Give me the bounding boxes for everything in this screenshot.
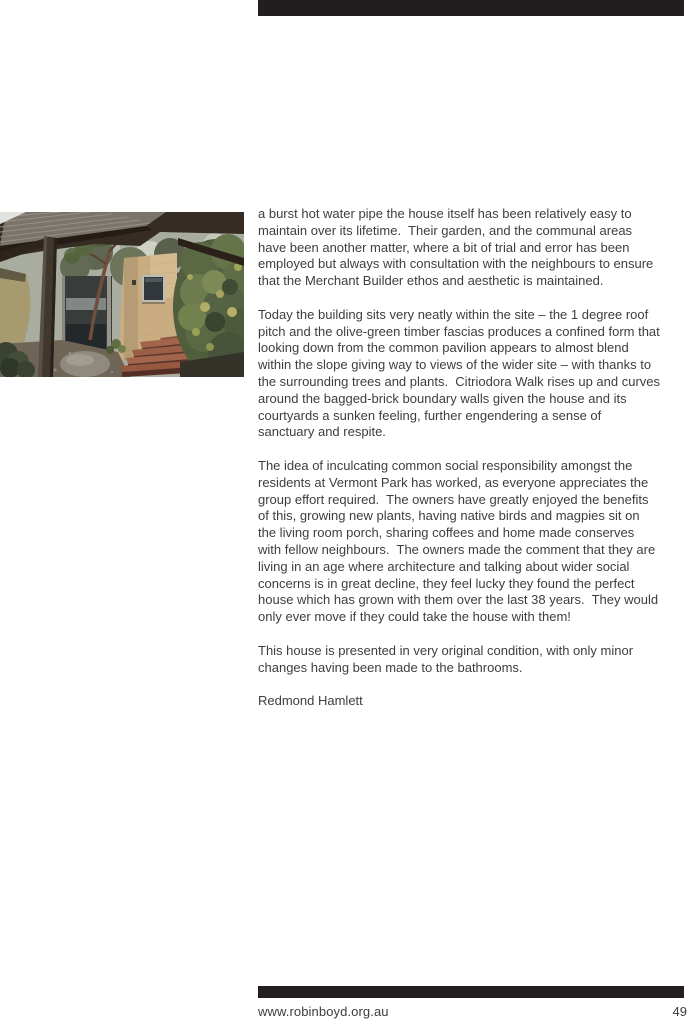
paragraph-3: The idea of inculcating common social responsibility amongst the residents at Vermont Park has worked, as everyone appreciates the group effort required. The owners have greatly enjoyed the benefits of this, growing new plants, having native birds and magpies sit on the living room porch, sharing coffees and home made conserves with fellow neighbours. The owners made the comment that they are living in an age where architecture and talking about wider social concerns is in great decline, they feel lucky they found the perfect house which has grown with them over the last 38 years. They would only ever move if they could take the house with them!	[258, 457, 662, 625]
paragraph-4: This house is presented in very original condition, with only minor changes having been made to the bathrooms.	[258, 642, 637, 675]
paragraph-2: Today the building sits very neatly within the site – the 1 degree roof pitch and the olive-green timber fascias produces a confined form that looking down from the common pavilion appears to almost blend within the slope giving way to views of the wider site – with thanks to the surrounding trees and plants. Citriodora Walk rises up and curves around the bagged-brick boundary walls given the house and its courtyards a sunken feeling, further engendering a sense of sanctuary and respite.	[258, 306, 664, 440]
footer	[258, 1004, 687, 1019]
author-name: Redmond Hamlett	[258, 693, 363, 709]
house-photo	[0, 212, 244, 377]
header-bar	[258, 0, 684, 16]
footer-bar	[258, 986, 684, 998]
house-photo-image	[0, 212, 244, 377]
page-number: 49	[672, 1004, 687, 1019]
website-link[interactable]: www.robinboyd.org.au	[258, 1004, 389, 1019]
paragraph-1: a burst hot water pipe the house itself has been relatively easy to maintain over its lifetime. Their garden, and the communal areas have been another matter, where a bit of trial and error has been employed but always with consultation with the neighbours to ensure that the Merchant Builder ethos and aesthetic is maintained.	[258, 206, 657, 289]
article-text	[258, 206, 664, 710]
